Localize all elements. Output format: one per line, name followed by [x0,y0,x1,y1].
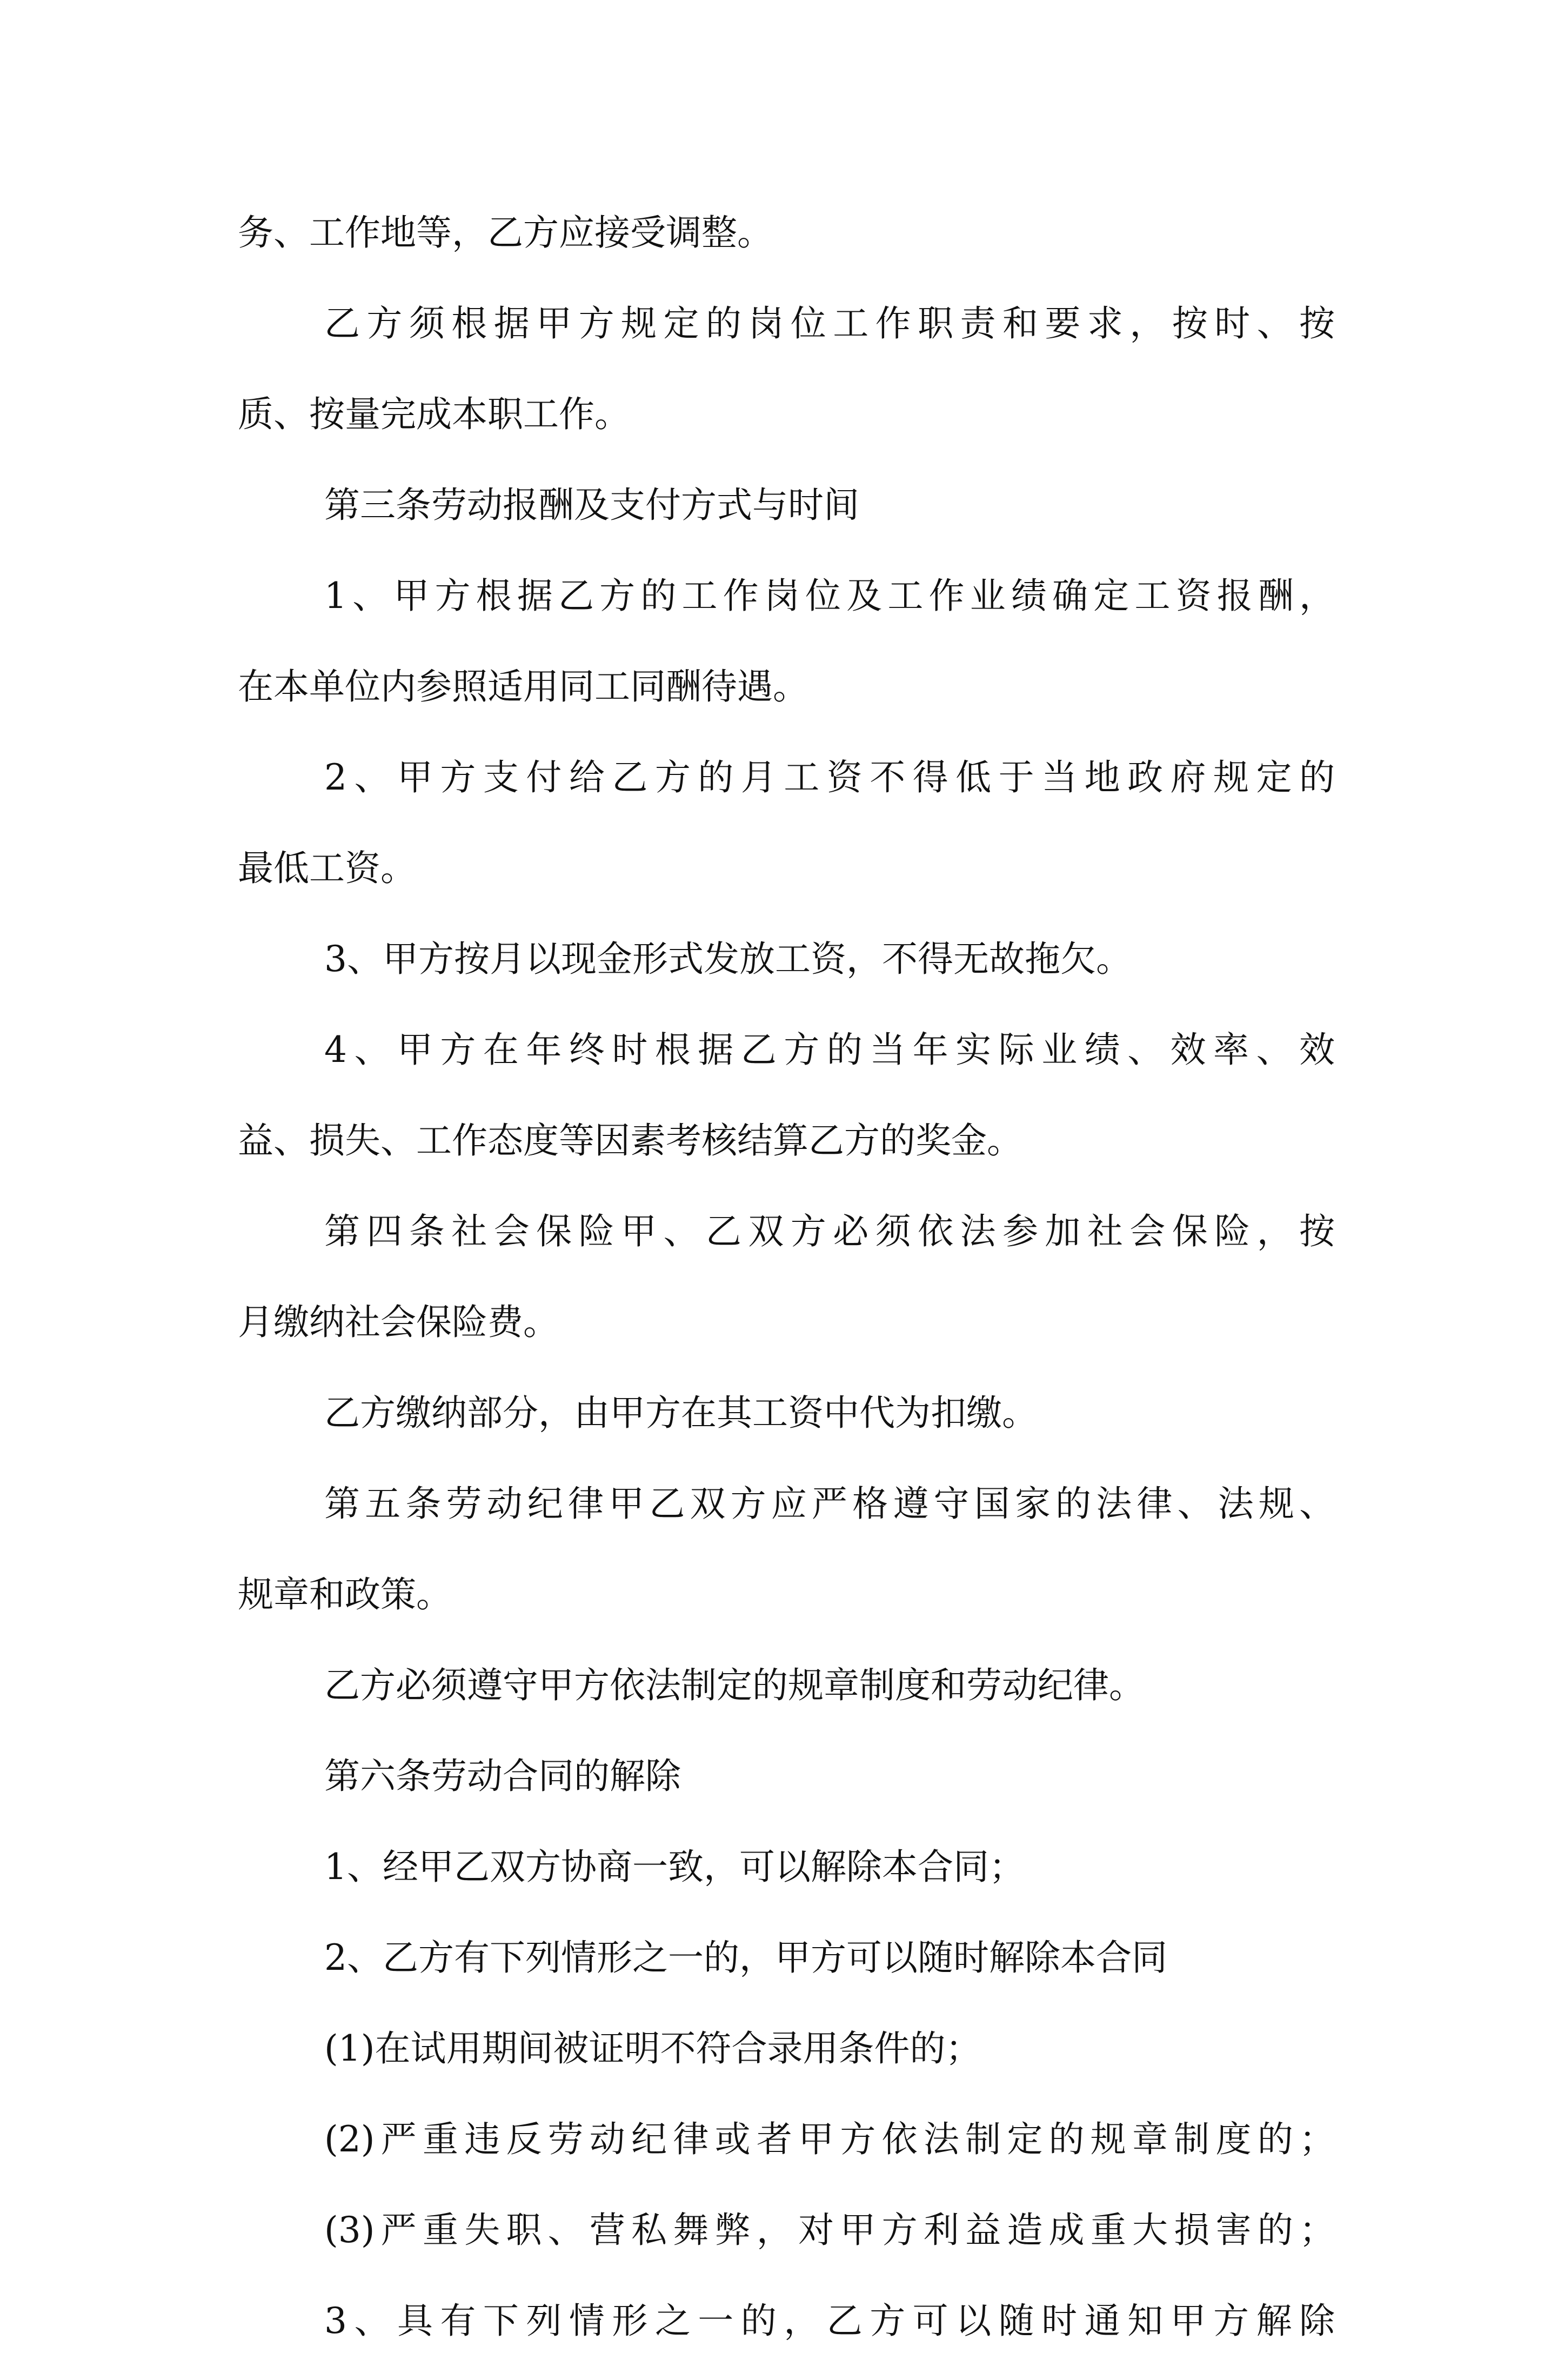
sub-list-item: (2)严重违反劳动纪律或者甲方依法制定的规章制度的； [324,2118,1335,2160]
sub-list-item: (1)在试用期间被证明不符合录用条件的； [324,2028,981,2069]
article-heading: 第六条劳动合同的解除 [324,1755,681,1797]
list-item: 3、具有下列情形之一的，乙方可以随时通知甲方解除 [324,2300,1335,2342]
list-item: 1、经甲乙双方协商一致，可以解除本合同； [324,1846,1025,1888]
sub-list-item: (3)严重失职、营私舞弊，对甲方利益造成重大损害的； [324,2209,1335,2251]
paragraph-line: 质、按量完成本职工作。 [238,393,630,435]
paragraph-line: 最低工资。 [238,847,416,889]
paragraph-line: 月缴纳社会保险费。 [238,1301,559,1343]
paragraph-line: 3、甲方按月以现金形式发放工资，不得无故拖欠。 [324,938,1132,980]
paragraph-line: 乙方须根据甲方规定的岗位工作职责和要求，按时、按 [324,303,1335,344]
paragraph-line: 乙方必须遵守甲方依法制定的规章制度和劳动纪律。 [324,1664,1145,1706]
article-heading: 第五条劳动纪律甲乙双方应严格遵守国家的法律、法规、 [324,1483,1335,1525]
list-item: 2、乙方有下列情形之一的，甲方可以随时解除本合同 [324,1937,1167,1978]
paragraph-line: 务、工作地等，乙方应接受调整。 [238,212,773,253]
paragraph-line: 乙方缴纳部分，由甲方在其工资中代为扣缴。 [324,1392,1038,1434]
paragraph-line: 2、甲方支付给乙方的月工资不得低于当地政府规定的 [324,757,1335,798]
paragraph-line: 规章和政策。 [238,1574,452,1615]
paragraph-line: 1、甲方根据乙方的工作岗位及工作业绩确定工资报酬， [324,575,1335,617]
paragraph-line: 益、损失、工作态度等因素考核结算乙方的奖金。 [238,1120,1022,1161]
paragraph-line: 在本单位内参照适用同工同酬待遇。 [238,666,808,707]
paragraph-line: 4、甲方在年终时根据乙方的当年实际业绩、效率、效 [324,1029,1335,1071]
article-heading: 第四条社会保险甲、乙双方必须依法参加社会保险，按 [324,1211,1335,1252]
document-body [238,201,1335,2380]
article-heading: 第三条劳动报酬及支付方式与时间 [324,484,859,526]
